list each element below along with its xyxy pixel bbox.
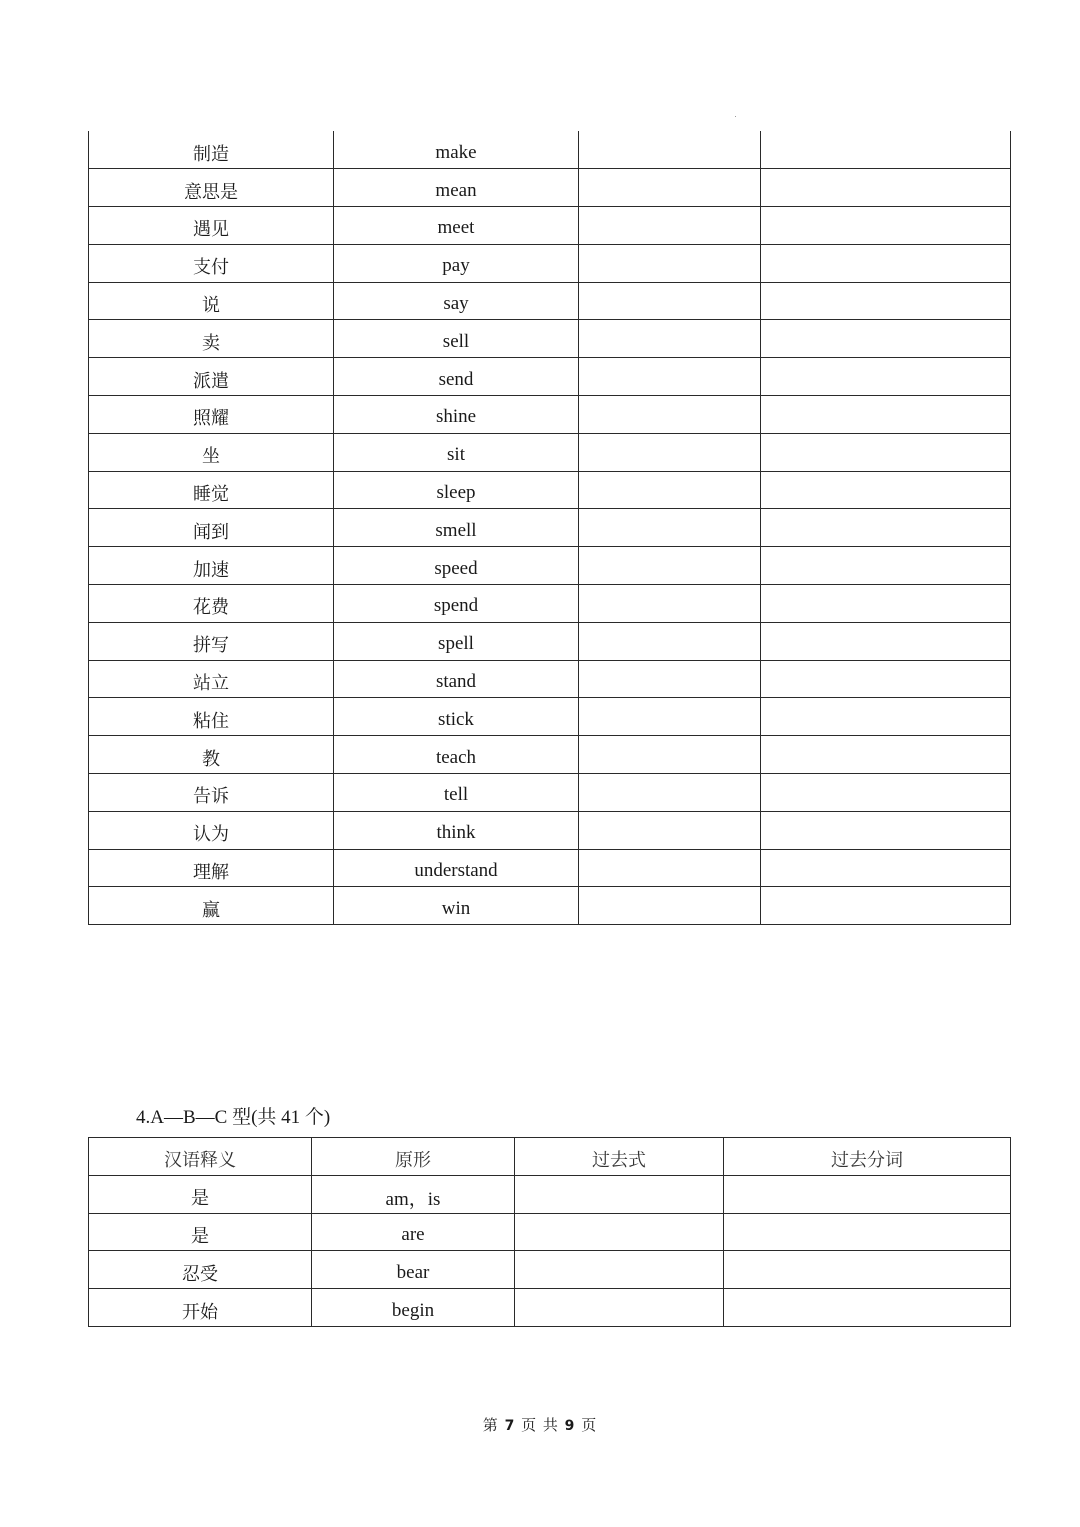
past-tense-cell[interactable] (579, 282, 761, 320)
base-form-cell: sit (334, 433, 579, 471)
base-form-cell: pay (334, 244, 579, 282)
base-form-cell: understand (334, 849, 579, 887)
past-tense-cell[interactable] (579, 207, 761, 245)
meaning-cell: 说 (89, 282, 334, 320)
table-row (89, 547, 1011, 585)
meaning-cell: 忍受 (89, 1251, 312, 1289)
base-form-cell: are (312, 1213, 515, 1251)
past-tense-cell[interactable] (515, 1289, 724, 1327)
past-participle-cell[interactable] (724, 1175, 1011, 1213)
past-tense-cell[interactable] (579, 169, 761, 207)
verb-table-continued (88, 131, 1011, 925)
past-participle-cell[interactable] (761, 698, 1011, 736)
past-participle-cell[interactable] (724, 1213, 1011, 1251)
meaning-cell: 照耀 (89, 396, 334, 434)
table-row (89, 698, 1011, 736)
past-participle-cell[interactable] (761, 169, 1011, 207)
meaning-cell: 坐 (89, 433, 334, 471)
past-tense-cell[interactable] (579, 736, 761, 774)
past-participle-cell[interactable] (761, 396, 1011, 434)
past-participle-cell[interactable] (761, 433, 1011, 471)
current-page-number: 7 (504, 1418, 516, 1434)
meaning-cell: 闻到 (89, 509, 334, 547)
base-form-cell: say (334, 282, 579, 320)
table-row (89, 1251, 1011, 1289)
past-tense-cell[interactable] (579, 774, 761, 812)
past-participle-cell[interactable] (761, 585, 1011, 623)
header-cell-participle: 过去分词 (724, 1138, 1011, 1176)
footer-suffix: 页 (581, 1416, 598, 1434)
past-tense-cell[interactable] (579, 849, 761, 887)
past-participle-cell[interactable] (761, 622, 1011, 660)
base-form-cell: sleep (334, 471, 579, 509)
base-form-cell: teach (334, 736, 579, 774)
past-tense-cell[interactable] (579, 547, 761, 585)
table-row (89, 433, 1011, 471)
past-tense-cell[interactable] (579, 396, 761, 434)
past-tense-cell[interactable] (579, 131, 761, 169)
footer-mid: 页 共 (521, 1416, 559, 1434)
header-cell-past: 过去式 (515, 1138, 724, 1176)
base-form-cell: make (334, 131, 579, 169)
past-participle-cell[interactable] (761, 660, 1011, 698)
header-cell-base: 原形 (312, 1138, 515, 1176)
past-tense-cell[interactable] (515, 1213, 724, 1251)
base-form-cell: begin (312, 1289, 515, 1327)
base-form-cell: speed (334, 547, 579, 585)
abc-table-body (89, 1138, 1011, 1327)
past-participle-cell[interactable] (761, 282, 1011, 320)
meaning-cell: 遇见 (89, 207, 334, 245)
table-row (89, 585, 1011, 623)
past-participle-cell[interactable] (761, 811, 1011, 849)
table-row (89, 774, 1011, 812)
past-tense-cell[interactable] (579, 471, 761, 509)
base-form-cell: tell (334, 774, 579, 812)
table-row (89, 736, 1011, 774)
meaning-cell: 认为 (89, 811, 334, 849)
base-form-cell: am，is (312, 1175, 515, 1213)
table-row (89, 1289, 1011, 1327)
past-participle-cell[interactable] (724, 1251, 1011, 1289)
meaning-cell: 开始 (89, 1289, 312, 1327)
table-row (89, 358, 1011, 396)
base-form-cell: meet (334, 207, 579, 245)
past-participle-cell[interactable] (761, 207, 1011, 245)
meaning-cell: 告诉 (89, 774, 334, 812)
base-form-cell: mean (334, 169, 579, 207)
footer-prefix: 第 (482, 1416, 499, 1434)
page-footer (0, 1414, 1080, 1435)
meaning-cell: 赢 (89, 887, 334, 925)
table-row (89, 887, 1011, 925)
past-participle-cell[interactable] (761, 736, 1011, 774)
scan-speck (735, 116, 736, 117)
past-tense-cell[interactable] (579, 320, 761, 358)
table-row (89, 811, 1011, 849)
base-form-cell: shine (334, 396, 579, 434)
table-row (89, 282, 1011, 320)
base-form-cell: spend (334, 585, 579, 623)
meaning-cell: 是 (89, 1213, 312, 1251)
meaning-cell: 加速 (89, 547, 334, 585)
table-row (89, 169, 1011, 207)
meaning-cell: 拼写 (89, 622, 334, 660)
past-tense-cell[interactable] (579, 887, 761, 925)
table-row (89, 849, 1011, 887)
base-form-cell: stick (334, 698, 579, 736)
base-form-cell: stand (334, 660, 579, 698)
table-row (89, 622, 1011, 660)
meaning-cell: 制造 (89, 131, 334, 169)
past-participle-cell[interactable] (761, 849, 1011, 887)
table-row (89, 471, 1011, 509)
meaning-cell: 睡觉 (89, 471, 334, 509)
past-tense-cell[interactable] (579, 358, 761, 396)
meaning-cell: 理解 (89, 849, 334, 887)
table-row (89, 320, 1011, 358)
table-row (89, 244, 1011, 282)
past-participle-cell[interactable] (761, 887, 1011, 925)
meaning-cell: 花费 (89, 585, 334, 623)
past-participle-cell[interactable] (761, 320, 1011, 358)
meaning-cell: 支付 (89, 244, 334, 282)
past-participle-cell[interactable] (761, 547, 1011, 585)
past-participle-cell[interactable] (761, 131, 1011, 169)
total-page-number: 9 (564, 1418, 576, 1434)
past-tense-cell[interactable] (515, 1175, 724, 1213)
past-participle-cell[interactable] (761, 244, 1011, 282)
past-participle-cell[interactable] (761, 471, 1011, 509)
past-tense-cell[interactable] (515, 1251, 724, 1289)
past-participle-cell[interactable] (761, 774, 1011, 812)
base-form-cell: bear (312, 1251, 515, 1289)
meaning-cell: 教 (89, 736, 334, 774)
table-row (89, 509, 1011, 547)
past-participle-cell[interactable] (761, 509, 1011, 547)
base-form-cell: send (334, 358, 579, 396)
table-row (89, 207, 1011, 245)
header-row (89, 1138, 1011, 1176)
table-row (89, 396, 1011, 434)
past-tense-cell[interactable] (579, 622, 761, 660)
verb-table-body (89, 131, 1011, 925)
base-form-cell: sell (334, 320, 579, 358)
meaning-cell: 站立 (89, 660, 334, 698)
past-tense-cell[interactable] (579, 811, 761, 849)
past-tense-cell[interactable] (579, 698, 761, 736)
past-tense-cell[interactable] (579, 585, 761, 623)
section-title: 4.A—B—C 型(共 41 个) (136, 1107, 331, 1128)
base-form-cell: smell (334, 509, 579, 547)
past-tense-cell[interactable] (579, 660, 761, 698)
table-row (89, 660, 1011, 698)
meaning-cell: 粘住 (89, 698, 334, 736)
base-form-cell: think (334, 811, 579, 849)
past-participle-cell[interactable] (724, 1289, 1011, 1327)
table-row (89, 131, 1011, 169)
past-tense-cell[interactable] (579, 244, 761, 282)
abc-verb-table (88, 1137, 1011, 1327)
past-tense-cell[interactable] (579, 509, 761, 547)
base-form-cell: spell (334, 622, 579, 660)
header-cell-meaning: 汉语释义 (89, 1138, 312, 1176)
table-row (89, 1175, 1011, 1213)
table-row (89, 1213, 1011, 1251)
meaning-cell: 派遣 (89, 358, 334, 396)
meaning-cell: 卖 (89, 320, 334, 358)
meaning-cell: 是 (89, 1175, 312, 1213)
past-participle-cell[interactable] (761, 358, 1011, 396)
base-form-cell: win (334, 887, 579, 925)
meaning-cell: 意思是 (89, 169, 334, 207)
past-tense-cell[interactable] (579, 433, 761, 471)
